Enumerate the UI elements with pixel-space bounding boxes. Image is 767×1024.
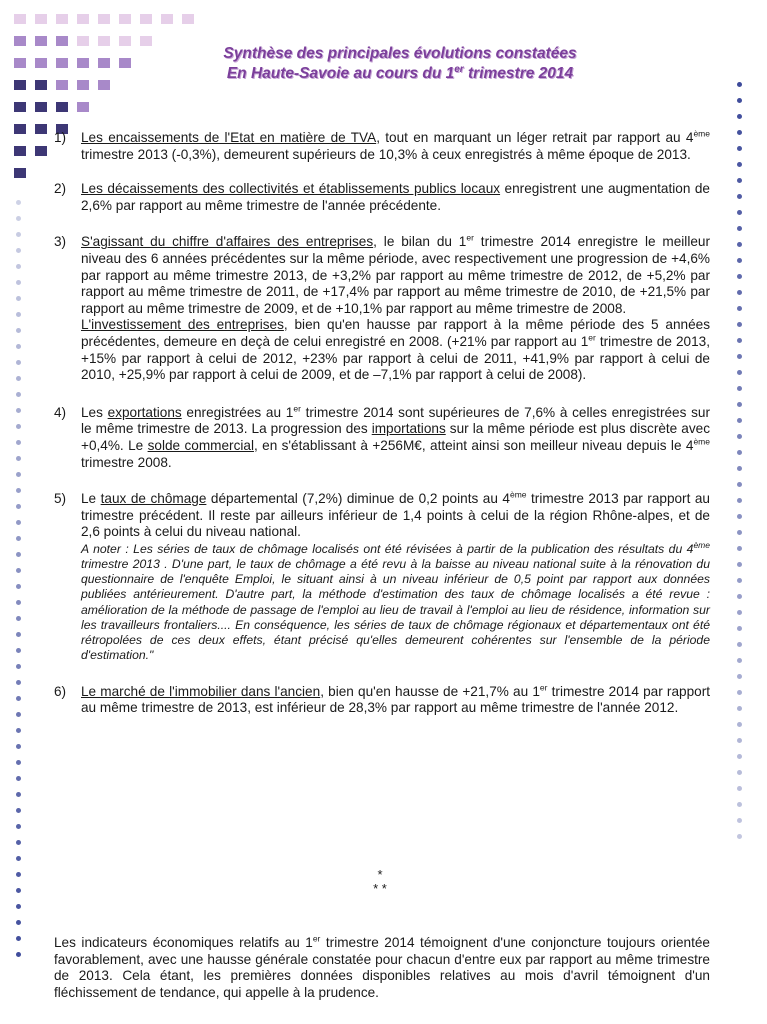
border-dot (16, 536, 21, 541)
border-dot (16, 648, 21, 653)
border-dot (16, 280, 21, 285)
border-dot (16, 264, 21, 269)
border-dot (16, 920, 21, 925)
border-dot (737, 194, 742, 199)
item-number: 5) (54, 491, 67, 507)
border-dot (16, 552, 21, 557)
decorative-square (35, 102, 47, 112)
decorative-square (77, 14, 89, 24)
decorative-square (14, 146, 26, 156)
border-dot (16, 440, 21, 445)
decorative-square (77, 36, 89, 46)
item-heading: Les encaissements de l'Etat en matière de TVA (81, 130, 377, 145)
item-collectivites: 2) Les décaissements des collectivités et établissements publics locaux enregistrent une augmentation de 2,6% par rapport au même trimestre de l'année précédente. (54, 181, 710, 213)
decorative-square (56, 102, 68, 112)
border-dot (737, 370, 742, 375)
border-dot (737, 290, 742, 295)
border-dot (737, 722, 742, 727)
border-dot (737, 546, 742, 551)
decorative-square (56, 36, 68, 46)
border-dot (16, 744, 21, 749)
border-dot (737, 514, 742, 519)
border-dot (16, 344, 21, 349)
border-dot (737, 770, 742, 775)
border-dot (16, 792, 21, 797)
decorative-square (182, 14, 194, 24)
border-dot (16, 664, 21, 669)
border-dot (16, 392, 21, 397)
border-dot (737, 146, 742, 151)
decorative-square (140, 14, 152, 24)
border-dot (16, 584, 21, 589)
border-dot (737, 242, 742, 247)
border-dot (737, 258, 742, 263)
border-dot (737, 658, 742, 663)
border-dot (16, 296, 21, 301)
border-dot (16, 760, 21, 765)
border-dot (16, 376, 21, 381)
border-dot (737, 354, 742, 359)
item-heading: Les décaissements des collectivités et établissements publics locaux (81, 181, 501, 197)
item-heading: exportations (107, 404, 182, 420)
border-dot (737, 818, 742, 823)
border-dot (737, 322, 742, 327)
border-dot (16, 888, 21, 893)
border-dot (737, 386, 742, 391)
item-subheading-importations: importations (371, 421, 446, 437)
border-dot (737, 786, 742, 791)
decorative-square (14, 102, 26, 112)
border-dot (16, 600, 21, 605)
border-dot (737, 530, 742, 535)
border-dot (16, 360, 21, 365)
decorative-square (56, 14, 68, 24)
border-dot (16, 680, 21, 685)
item-number: 2) (54, 181, 67, 197)
border-dot (16, 568, 21, 573)
border-dot (737, 274, 742, 279)
border-dot (16, 808, 21, 813)
border-dot (737, 642, 742, 647)
border-dot (16, 520, 21, 525)
border-dot (16, 328, 21, 333)
section-separator: * * * (373, 867, 387, 896)
decorative-square (77, 80, 89, 90)
border-dot (737, 834, 742, 839)
border-dot (737, 562, 742, 567)
border-dot (16, 872, 21, 877)
decorative-square (35, 58, 47, 68)
decorative-square (35, 80, 47, 90)
border-dot (737, 402, 742, 407)
decorative-square (14, 168, 26, 178)
border-dot (16, 488, 21, 493)
item-chomage: 5) Le taux de chômage départemental (7,2%) diminue de 0,2 points au 4ème trimestre 2013 par rapport au trimestre précédent. Il reste par ailleurs inférieur de 1,4 points à celui de la région Rhône-alpes, et de 2,6 points à celui du niveau national. A noter : Les séries de taux de chômage localisés ont été révisées à partir de la publication des résultats du 4ème trimestre 2013 . D'une part, le taux de chômage a été revu à la baisse au niveau national suite à la rénovation du questionnaire de l'enquête Emploi, le situant ainsi à un niveau inférieur de 0,5 point par rapport aux données publiées antérieurement. D'autre part, la méthode d'estimation des taux de chômage localisés a été revue : amélioration de la méthode de passage de l'emploi au lieu de travail à l'emploi au lieu de résidence, information sur les travailleurs frontaliers.... En conséquence, les séries de taux de chômage régionaux et départementaux ont été rétropolées de ces deux effets, étant précisé qu'elles demeurent cohérentes sur l'ensemble de la période d'estimation." (54, 489, 710, 663)
decorative-square (35, 14, 47, 24)
border-dot (737, 466, 742, 471)
border-dot (16, 936, 21, 941)
border-dot (737, 82, 742, 87)
item-subheading: L'investissement des entreprises (81, 317, 284, 333)
decorative-square (14, 36, 26, 46)
border-dot (737, 162, 742, 167)
border-dot (16, 424, 21, 429)
decorative-square (14, 124, 26, 134)
item-immobilier: 6) Le marché de l'immobilier dans l'ancien, bien qu'en hausse de +21,7% au 1er trimestre 2014 par rapport au même trimestre de 2013, est inférieur de 28,3% par rapport au même trimestre de l'année 2012. (54, 681, 711, 716)
item-number: 4) (54, 404, 67, 420)
border-dot (737, 130, 742, 135)
decorative-square (77, 102, 89, 112)
border-dot (16, 952, 21, 957)
border-dot (16, 616, 21, 621)
border-dot (16, 248, 21, 253)
border-dot (16, 632, 21, 637)
border-dot (737, 450, 742, 455)
border-dot (16, 232, 21, 237)
border-dot (737, 578, 742, 583)
item-heading: S'agissant du chiffre d'affaires des entreprises (81, 234, 374, 250)
decorative-square (98, 36, 110, 46)
decorative-square (35, 146, 47, 156)
border-dot (737, 226, 742, 231)
right-dot-border (737, 82, 745, 852)
decorative-square (119, 36, 131, 46)
border-dot (737, 434, 742, 439)
border-dot (737, 98, 742, 103)
border-dot (16, 472, 21, 477)
main-content (54, 130, 710, 717)
decorative-square (161, 14, 173, 24)
border-dot (737, 674, 742, 679)
border-dot (737, 738, 742, 743)
border-dot (737, 178, 742, 183)
item-heading: taux de chômage (100, 491, 207, 507)
border-dot (16, 840, 21, 845)
border-dot (16, 856, 21, 861)
conclusion-paragraph: Les indicateurs économiques relatifs au 1er trimestre 2014 témoignent d'une conjoncture toujours orientée favorablement, avec une hausse générale constatée pour chacun d'entre eux par rapport au même trimestre de 2013. Cela étant, les premières données disponibles relatives au mois d'avril témoignent d'un fléchissement de tendance, qui appelle à la prudence. (54, 933, 710, 1000)
border-dot (737, 706, 742, 711)
item-subheading-solde: solde commercial (147, 437, 254, 453)
border-dot (737, 210, 742, 215)
decorative-square (35, 124, 47, 134)
page-title (150, 44, 650, 84)
border-dot (737, 594, 742, 599)
decorative-square (56, 58, 68, 68)
border-dot (16, 408, 21, 413)
item-number: 6) (54, 683, 67, 699)
decorative-square (98, 80, 110, 90)
border-dot (16, 200, 21, 205)
border-dot (737, 306, 742, 311)
border-dot (737, 338, 742, 343)
border-dot (16, 216, 21, 221)
border-dot (737, 754, 742, 759)
item-exportations: 4) Les exportations enregistrées au 1er trimestre 2014 sont supérieures de 7,6% à celles enregistrées sur le même trimestre de 2013. La progression des importations sur la même période est plus discrète avec +0,4%. Le solde commercial, en s'établissant à +256M€, atteint ainsi son meilleur niveau depuis le 4ème trimestre 2008. (54, 403, 710, 470)
decorative-square (98, 14, 110, 24)
item-number: 1) (54, 130, 67, 145)
border-dot (737, 690, 742, 695)
decorative-square (14, 58, 26, 68)
decorative-square (56, 80, 68, 90)
decorative-square (119, 58, 131, 68)
border-dot (16, 312, 21, 317)
border-dot (16, 728, 21, 733)
decorative-square (14, 14, 26, 24)
border-dot (16, 904, 21, 909)
border-dot (16, 824, 21, 829)
border-dot (737, 802, 742, 807)
decorative-square (14, 80, 26, 90)
item-number: 3) (54, 234, 67, 250)
border-dot (737, 626, 742, 631)
title-line-2: En Haute-Savoie au cours du 1er trimestre 2014 (226, 63, 574, 82)
border-dot (16, 456, 21, 461)
border-dot (737, 498, 742, 503)
item-chiffre-affaires: 3) S'agissant du chiffre d'affaires des entreprises, le bilan du 1er trimestre 2014 enregistre le meilleur niveau des 6 années précédentes sur la même période, avec respectivement une progression de +4,6% par rapport au même trimestre 2013, de +3,2% par rapport au même trimestre de 2012, de +5,2% par rapport au même trimestre de 2011, de +17,4% par rapport au même trimestre de 2010, de +21,5% par rapport au même trimestre de 2009, et de +10,1% par rapport au même trimestre de 2008. L'investissement des entreprises, bien qu'en hausse par rapport à la même période des 5 années précédentes, demeure en deçà de celui enregistré en 2008. (+21% par rapport au 1er trimestre de 2013, +15% par rapport à celui de 2012, +23% par rapport à celui de 2011, +41,9% par rapport à celui de 2010, +25,9% par rapport à celui de 2009, et de –7,1% par rapport à celui de 2008). (54, 232, 710, 383)
left-dot-border (16, 200, 24, 970)
decorative-square (119, 14, 131, 24)
note-paragraph: A noter : Les séries de taux de chômage localisés ont été révisées à partir de la publication des résultats du 4ème trimestre 2013 . D'une part, le taux de chômage a été revu à la baisse au niveau national suite à la rénovation du questionnaire de l'enquête Emploi, le situant ainsi à un niveau inférieur de 0,5 point par rapport aux données publiées antérieurement. D'autre part, la méthode d'estimation des taux de chômage localisés a été revue : amélioration de la méthode de passage de l'emploi au lieu de travail à l'emploi au lieu de résidence, information sur les travailleurs frontaliers.... En conséquence, les séries de taux de chômage régionaux et départementaux ont été rétropolées de ces deux effets, étant précisé qu'elles demeurent cohérentes sur l'ensemble de la période d'estimation." (81, 539, 710, 663)
border-dot (737, 418, 742, 423)
border-dot (737, 482, 742, 487)
border-dot (737, 610, 742, 615)
decorative-square (98, 58, 110, 68)
item-heading: Le marché de l'immobilier dans l'ancien (81, 683, 321, 699)
title-line-1: Synthèse des principales évolutions constatées (223, 45, 577, 62)
border-dot (16, 696, 21, 701)
decorative-square (77, 58, 89, 68)
border-dot (737, 114, 742, 119)
border-dot (16, 776, 21, 781)
border-dot (16, 712, 21, 717)
decorative-square (35, 36, 47, 46)
item-tva: 1) Les encaissements de l'Etat en matière de TVA, tout en marquant un léger retrait par rapport au 4ème trimestre 2013 (-0,3%), demeurent supérieurs de 10,3% à ceux enregistrés à même époque de 2013. (54, 128, 710, 162)
border-dot (16, 504, 21, 509)
